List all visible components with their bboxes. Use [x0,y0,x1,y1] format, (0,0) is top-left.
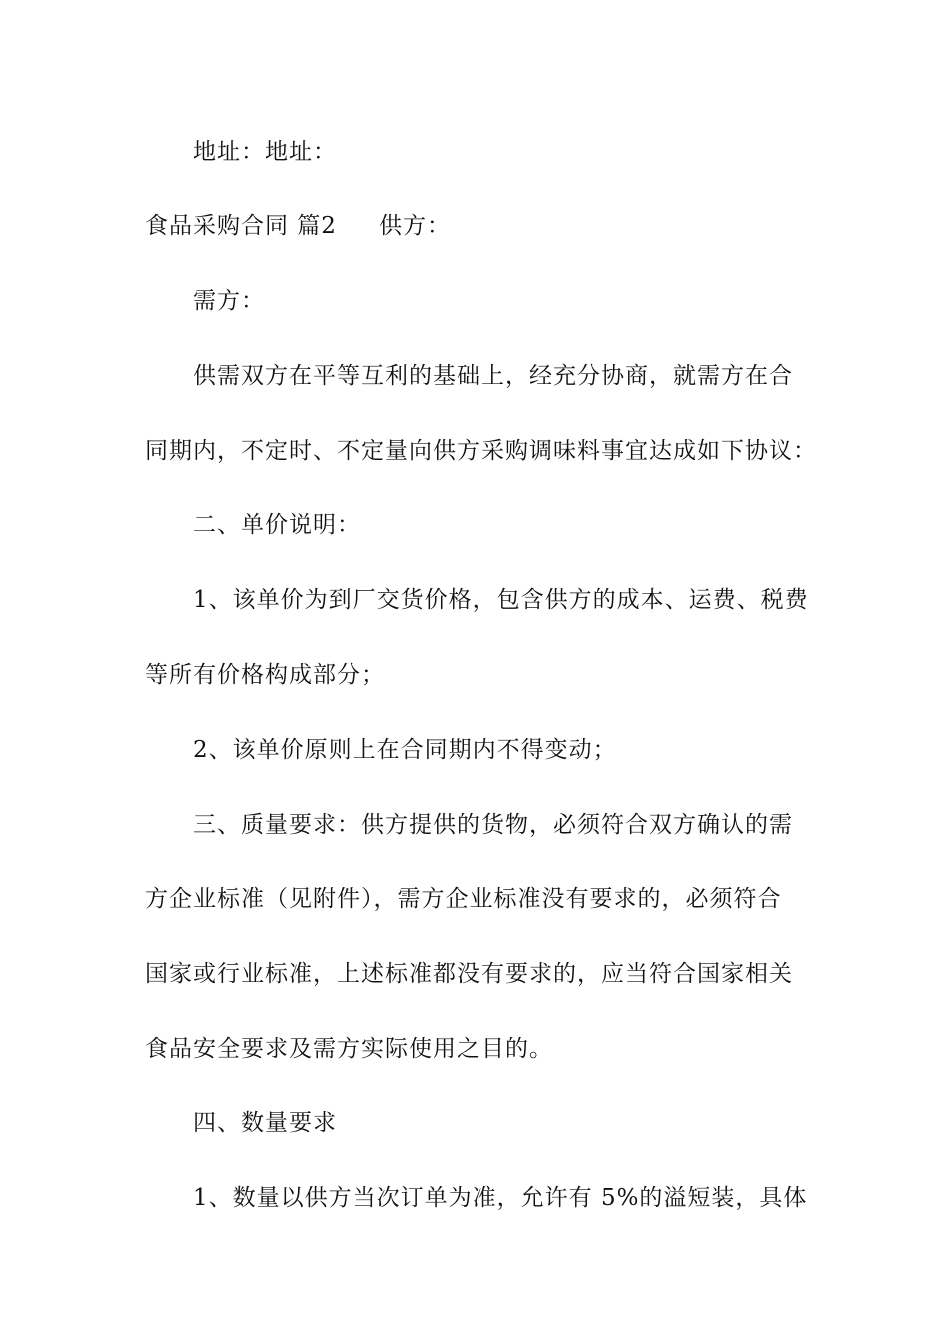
paragraph-text: 1、数量以供方当次订单为准，允许有 5%的溢短装，具体 [193,1185,808,1211]
paragraph-text: 等所有价格构成部分； [145,662,385,688]
paragraph-text: 食品安全要求及需方实际使用之目的。 [145,1036,553,1062]
address-line [193,136,815,168]
quality-line-4 [145,1033,815,1065]
section-heading: 二、单价说明： [193,512,361,538]
supplier-label: 供方： [378,213,451,239]
quality-line-1 [193,809,815,841]
address-text: 地址：地址： [193,139,337,165]
contract-heading-row [145,210,815,242]
section-heading-quantity [193,1107,815,1139]
paragraph-intro-line-2 [145,435,815,467]
unit-price-item-2 [193,734,815,766]
paragraph-intro-line-1 [193,360,815,392]
paragraph-text: 供需双方在平等互利的基础上，经充分协商，就需方在合 [193,363,793,389]
unit-price-item-1-line-2 [145,659,815,691]
section-heading: 四、数量要求 [193,1110,337,1136]
contract-title: 食品采购合同 篇2 [145,213,337,239]
section-heading-unit-price [193,509,815,541]
quality-line-3 [145,958,815,990]
paragraph-text: 三、质量要求：供方提供的货物，必须符合双方确认的需 [193,812,793,838]
unit-price-item-1-line-1 [193,584,815,616]
quality-line-2 [145,883,815,915]
paragraph-text: 1、该单价为到厂交货价格，包含供方的成本、运费、税费 [193,587,809,613]
paragraph-text: 方企业标准（见附件），需方企业标准没有要求的，必须符合 [145,886,782,912]
buyer-label: 需方： [193,288,265,314]
paragraph-text: 同期内，不定时、不定量向供方采购调味料事宜达成如下协议： [145,438,817,464]
paragraph-text: 2、该单价原则上在合同期内不得变动； [193,737,617,763]
paragraph-text: 国家或行业标准，上述标准都没有要求的，应当符合国家相关 [145,961,793,987]
quantity-item-1-line-1 [193,1182,815,1214]
buyer-line [193,285,815,317]
